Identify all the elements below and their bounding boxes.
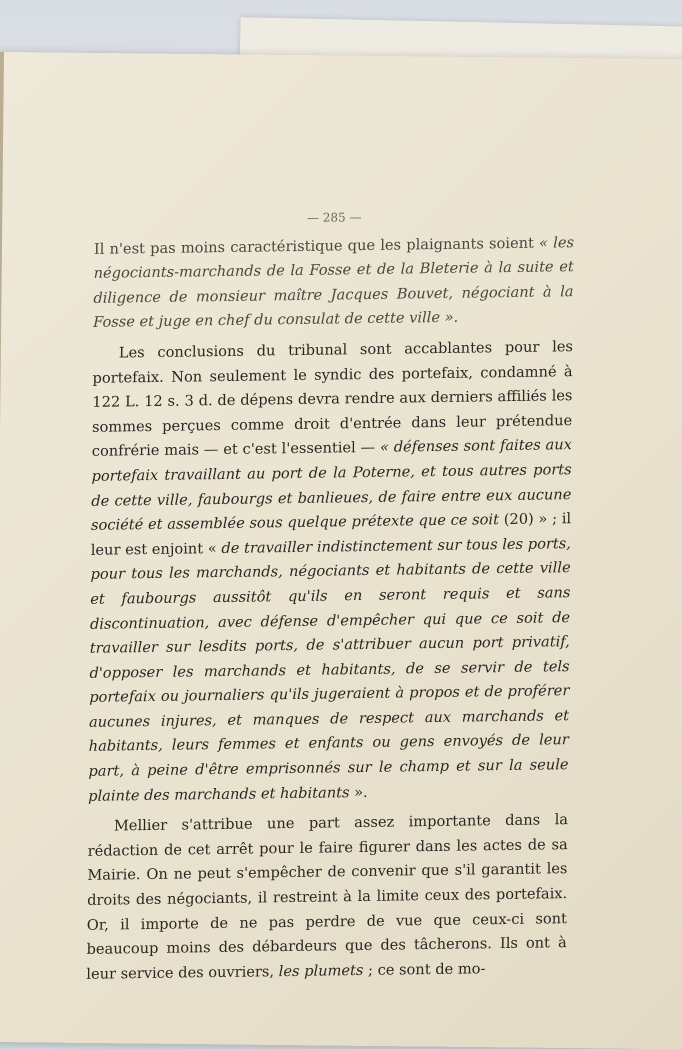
paragraph-2-close: ». bbox=[349, 783, 368, 801]
paragraph-3-italic: les plumets bbox=[278, 961, 364, 980]
page-number: — 285 — bbox=[306, 210, 362, 225]
page-text-block bbox=[86, 202, 574, 993]
paragraph-2-text: Les conclusions du tribunal sont accablantes pour les portefaix. Non seulement le syndic des portefaix, condamné à 122 L. 12 s. 3 d. de dépens devra rendre aux derniers affiliés les sommes perçues comme droit d'entrée dans leur prétendue confrérie mais — et c'est l'essentiel — bbox=[91, 338, 574, 461]
paragraph-2-quote-2: de travailler indistinctement sur tous les ports, pour tous les marchands, négociants et habitants de cette ville et faubourgs aussitôt qu'ils en seront requis et sans discontinuation, avec défense d'empêcher qui que ce soit de travailler sur lesdits ports, de s'attribuer aucun port privatif, d'opposer les marchands et habitants, de se servir de tels portefaix ou journaliers qu'ils jugeraient à propos et de proférer aucunes injures, et manques de respect aux marchands et habitants, leurs femmes et enfants ou gens envoyés de leur part, à peine d'être emprisonnés sur le champ et sur la seule plainte des marchands et habitants bbox=[88, 534, 571, 805]
paragraph-2-footnote-ref: (20) » ; il leur est enjoint « bbox=[90, 510, 572, 559]
paragraph-3-end: ; ce sont de mo- bbox=[363, 960, 486, 979]
paragraph-1-quote: « les négociants-marchands de la Fosse et de la Bleterie à la suite et diligence de monsieur maître Jacques Bouvet, négociant à la Fosse et juge en chef du consulat de cette ville ». bbox=[93, 233, 575, 332]
paragraph-3-text: Mellier s'attribue une part assez importante dans la rédaction de cet arrêt pour le faire figurer dans les actes de sa Mairie. On ne peut s'empêcher de convenir que s'il garantit les droits des négociants, il restreint à la limite ceux des portefaix. Or, il importe de ne pas perdre de vue que ceux-ci sont beaucoup moins des débardeurs que des tâcherons. Ils ont à leur service des ouvriers, bbox=[86, 811, 569, 983]
paragraph-2-quote-1: « défenses sont faites aux portefaix travaillant au port de la Poterne, et tous autres ports de cette ville, faubourgs et banlieues, de faire entre eux aucune société et assemblée sous quelque prétexte que ce soit bbox=[90, 436, 573, 534]
paragraph-2 bbox=[88, 335, 573, 809]
paragraph-3 bbox=[86, 808, 568, 987]
book-page bbox=[0, 52, 682, 1049]
paragraph-1-text: Il n'est pas moins caractéristique que les plaignants soient bbox=[93, 234, 540, 258]
paragraph-1 bbox=[93, 231, 574, 336]
